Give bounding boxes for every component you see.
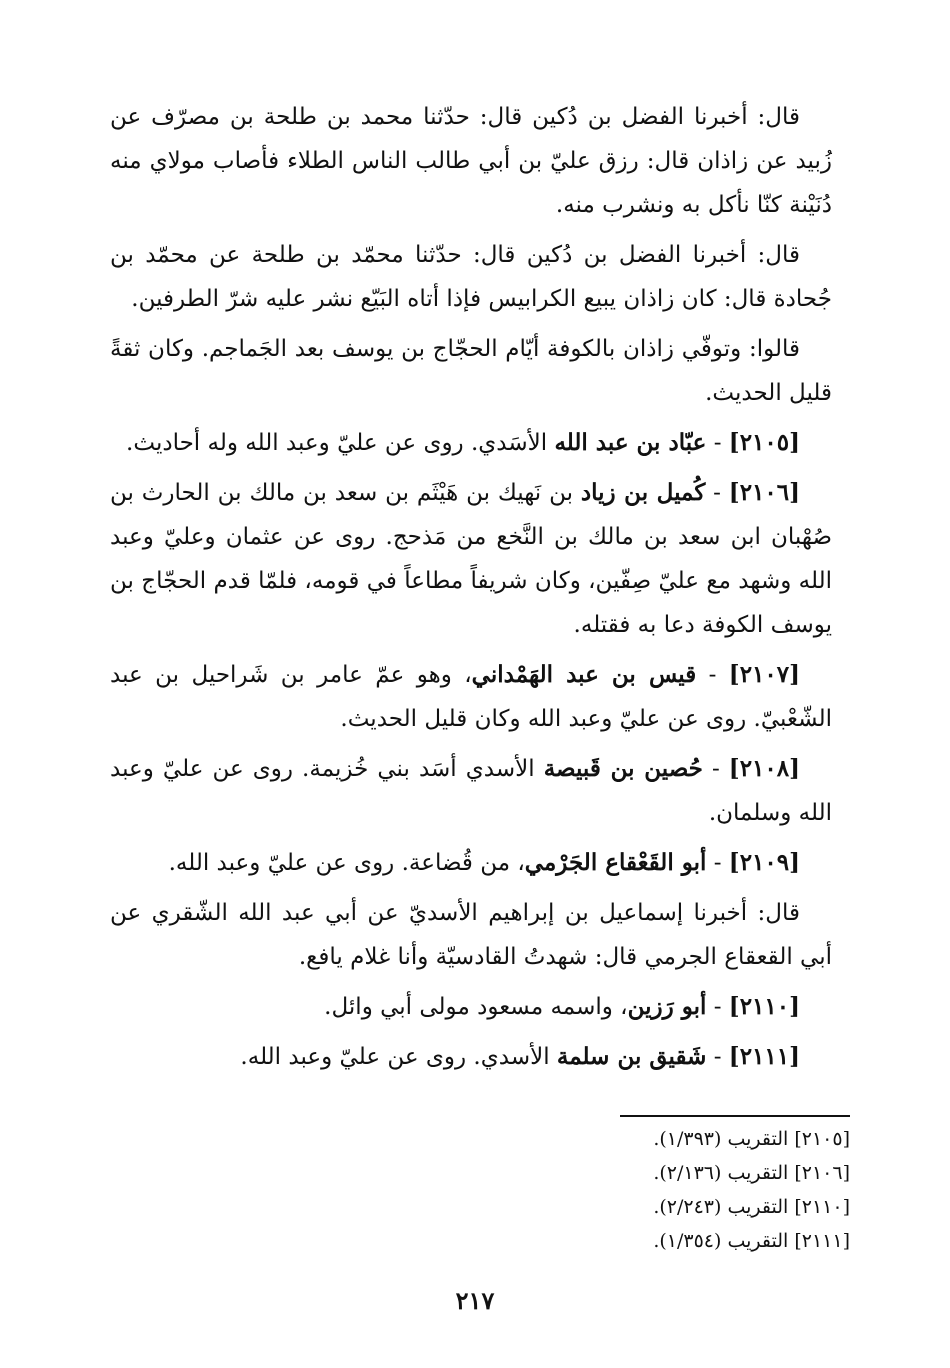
- entry-number: [٢١٠٩]: [728, 849, 800, 876]
- entry-text: الأسَدي. روى عن عليّ وعبد الله وله أحاديث.: [126, 430, 548, 456]
- biography-entry-2111: [٢١١١] - شَقيق بن سلمة الأسدي. روى عن عليّ وعبد الله.: [240, 1043, 800, 1070]
- footnote: [٢١٠٥] التقريب (١/٣٩٣).: [653, 1128, 850, 1150]
- entry-name: أبو القَعْقاع الجَرْمي: [524, 849, 707, 876]
- entry-text: ، من قُضاعة. روى عن عليّ وعبد الله.: [168, 850, 525, 876]
- entry-number: [٢١٠٦]: [728, 479, 800, 506]
- entry-text: الأسدي أسَد بني خُزيمة. روى عن عليّ وعبد الله وسلمان.: [110, 756, 832, 826]
- entry-number: [٢١٠٨]: [728, 755, 800, 782]
- paragraph: قال: أخبرنا الفضل بن دُكين قال: حدّثنا محمد بن طلحة بن مصرّف عن زُبيد عن زاذان قال: رزق عليّ بن أبي طالب الناس الطلاء فأصاب مولاي منه دُنَيْنة كنّا نأكل به ونشرب منه.: [110, 104, 832, 218]
- entry-number: [٢١١١]: [728, 1043, 800, 1070]
- footnote: [٢١١١] التقريب (١/٣٥٤).: [653, 1230, 850, 1252]
- biography-entry-2108: [٢١٠٨] - حُصين بن قَبيصة الأسدي أسَد بني خُزيمة. روى عن عليّ وعبد الله وسلمان.: [110, 755, 832, 826]
- paragraph: قال: أخبرنا الفضل بن دُكين قال: حدّثنا محمّد بن طلحة عن محمّد بن جُحادة قال: كان زاذان يبيع الكرابيس فإذا أتاه البَيّع نشر عليه شرّ الطرفين.: [110, 242, 832, 312]
- entry-name: شَقيق بن سلمة: [556, 1043, 707, 1070]
- footnotes: [520, 1122, 850, 1258]
- footnote: [٢١٠٦] التقريب (٢/١٣٦).: [653, 1162, 850, 1184]
- entry-number: [٢١٠٧]: [728, 661, 800, 688]
- biography-entry-2109: [٢١٠٩] - أبو القَعْقاع الجَرْمي، من قُضاعة. روى عن عليّ وعبد الله.: [168, 849, 800, 876]
- entry-name: كُميل بن زياد: [580, 479, 706, 506]
- paragraph: قال: أخبرنا إسماعيل بن إبراهيم الأسديّ عن أبي عبد الله الشّقري عن أبي القعقاع الجرمي قال: شهدتُ القادسيّة وأنا غلام يافع.: [110, 900, 832, 970]
- footnote-separator: [620, 1115, 850, 1117]
- entry-number: [٢١١٠]: [728, 993, 800, 1020]
- entry-text: ، وهو عمّ عامر بن شَراحيل بن عبد الشّعْبيّ. روى عن عليّ وعبد الله وكان قليل الحديث.: [110, 662, 832, 732]
- entry-text: بن نَهيك بن هَيْثَم بن سعد بن مالك بن الحارث بن صُهْبان ابن سعد بن مالك بن النَّخع من مَذحج. روى عن عثمان وعليّ وعبد الله وشهد مع عليّ صِفّين، وكان شريفاً مطاعاً في قومه، فلمّا قدم الحجّاج بن يوسف الكوفة دعا به فقتله.: [110, 480, 832, 638]
- entry-text: الأسدي. روى عن عليّ وعبد الله.: [240, 1044, 550, 1070]
- entry-text: ، واسمه مسعود مولى أبي وائل.: [324, 994, 628, 1020]
- biography-entry-2107: [٢١٠٧] - قيس بن عبد الهَمْداني، وهو عمّ عامر بن شَراحيل بن عبد الشّعْبيّ. روى عن عليّ وعبد الله وكان قليل الحديث.: [110, 661, 832, 732]
- entry-number: [٢١٠٥]: [728, 429, 800, 456]
- biography-entry-2105: [٢١٠٥] - عبّاد بن عبد الله الأسَدي. روى عن عليّ وعبد الله وله أحاديث.: [126, 429, 800, 456]
- page-number: ٢١٧: [455, 1286, 495, 1315]
- main-text: [110, 95, 832, 1085]
- biography-entry-2106: [٢١٠٦] - كُميل بن زياد بن نَهيك بن هَيْثَم بن سعد بن مالك بن الحارث بن صُهْبان ابن سعد بن مالك بن النَّخع من مَذحج. روى عن عثمان وعليّ وعبد الله وشهد مع عليّ صِفّين، وكان شريفاً مطاعاً في قومه، فلمّا قدم الحجّاج بن يوسف الكوفة دعا به فقتله.: [110, 479, 832, 638]
- entry-name: قيس بن عبد الهَمْداني: [471, 661, 697, 688]
- entry-name: عبّاد بن عبد الله: [554, 429, 707, 456]
- entry-name: حُصين بن قَبيصة: [543, 755, 703, 782]
- paragraph: قالوا: وتوفّي زاذان بالكوفة أيّام الحجّاج بن يوسف بعد الجَماجم. وكان ثقةً قليل الحديث.: [110, 336, 832, 406]
- footnote: [٢١١٠] التقريب (٢/٢٤٣).: [653, 1196, 850, 1218]
- biography-entry-2110: [٢١١٠] - أبو رَزين، واسمه مسعود مولى أبي وائل.: [324, 993, 800, 1020]
- entry-name: أبو رَزين: [627, 993, 707, 1020]
